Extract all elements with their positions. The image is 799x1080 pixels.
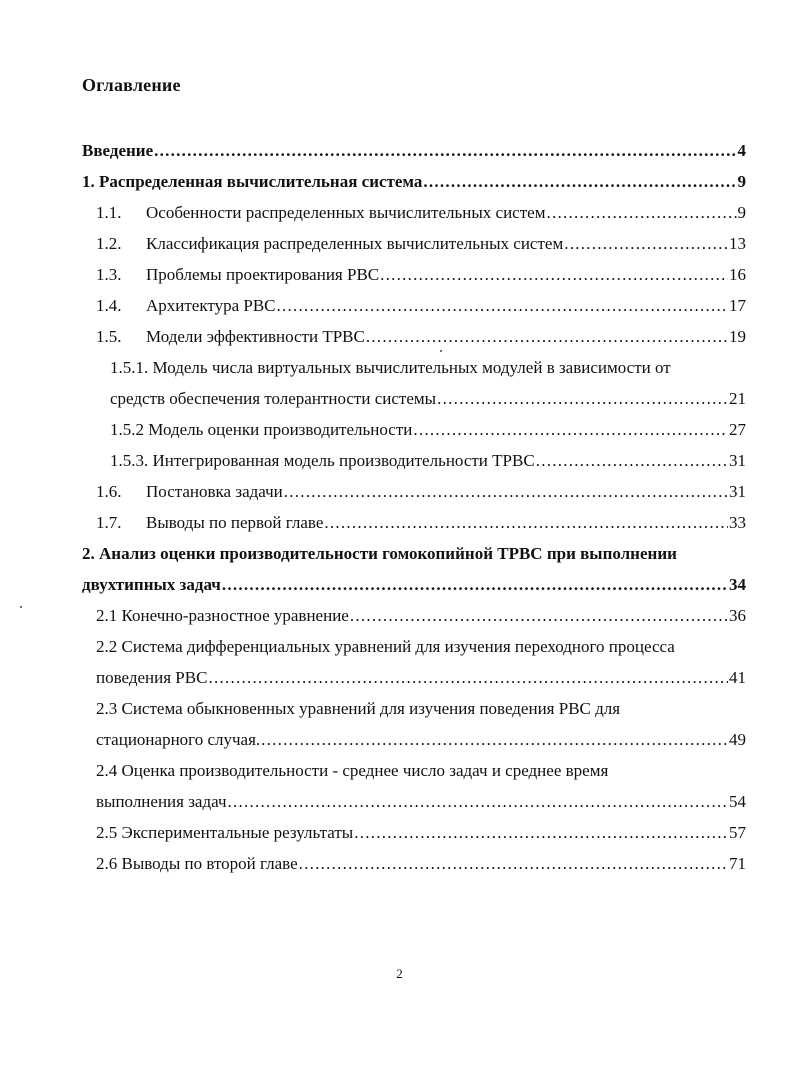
toc-entry-text: средств обеспечения толерантности системы (110, 389, 437, 408)
toc-entry-page: 19 (729, 327, 746, 346)
toc-entry-page: 9 (737, 203, 746, 222)
dot-leader (423, 171, 736, 193)
toc-entry-text: 1.5.3. Интегрированная модель производительности ТРВС (110, 451, 535, 470)
toc-entry-text: Проблемы проектирования РВС (146, 265, 380, 284)
dot-leader (324, 512, 728, 534)
toc-entry-first-line: 2.2 Система дифференциальных уравнений для изучения переходного процесса (96, 637, 675, 656)
toc-entry (110, 450, 746, 472)
dot-leader (437, 388, 728, 410)
dot-leader (299, 853, 728, 875)
toc-entry-text: двухтипных задач (82, 575, 221, 594)
toc-entry-chapter-2 (82, 574, 746, 596)
dot-leader (261, 729, 728, 751)
toc-entry (110, 388, 746, 410)
toc-entry-chapter-1 (82, 171, 746, 193)
toc-entry-page: 36 (729, 606, 746, 625)
toc-entry (96, 481, 746, 503)
toc-entry-text: 1. Распределенная вычислительная система (82, 172, 423, 191)
toc-entry-text: Выводы по первой главе (146, 513, 324, 532)
toc-entry-text: Классификация распределенных вычислительных систем (146, 234, 564, 253)
toc-entry-text: 1.5.2 Модель оценки производительности (110, 420, 413, 439)
toc-entry-page: 71 (729, 854, 746, 873)
toc-entry (96, 853, 746, 875)
toc-entry (96, 202, 746, 224)
dot-leader (277, 295, 728, 317)
toc-entry-first-line: 1.5.1. Модель числа виртуальных вычислительных модулей в зависимости от (110, 358, 671, 377)
toc-title: Оглавление (82, 75, 181, 95)
toc-entry (96, 605, 746, 627)
dot-leader (208, 667, 728, 689)
toc-entry (96, 512, 746, 534)
toc-entry-text: Постановка задачи (146, 482, 283, 501)
toc-entry-page: 57 (729, 823, 746, 842)
dot-leader (546, 202, 736, 224)
toc-entry-page: 17 (729, 296, 746, 315)
dot-leader (564, 233, 728, 255)
dot-leader (284, 481, 728, 503)
toc-entry-text: Особенности распределенных вычислительных систем (146, 203, 546, 222)
dot-leader (413, 419, 728, 441)
toc-entry-text: Модели эффективности ТРВС (146, 327, 365, 346)
toc-entry-text: стационарного случая. (96, 730, 261, 749)
toc-entry-text: Введение (82, 141, 154, 160)
toc-entry-text: поведения РВС (96, 668, 208, 687)
scan-speck (20, 606, 22, 608)
toc-entry-number: 1.7. (96, 513, 122, 532)
toc-entry-text: 2.5 Экспериментальные результаты (96, 823, 354, 842)
toc-entry-number: 1.4. (96, 296, 122, 315)
toc-entry-text: выполнения задач (96, 792, 227, 811)
toc-entry (96, 729, 746, 751)
toc-entry-chapter-2-first-line: 2. Анализ оценки производительности гомокопийной ТРВС при выполнении (82, 544, 677, 563)
toc-entry-page: 33 (729, 513, 746, 532)
toc-entry (96, 295, 746, 317)
toc-entry (96, 326, 746, 348)
toc-entry (96, 233, 746, 255)
toc-entry-number: 1.3. (96, 265, 122, 284)
toc-entry-number: 1.5. (96, 327, 122, 346)
dot-leader (350, 605, 728, 627)
toc-entry-page: 21 (729, 389, 746, 408)
dot-leader (380, 264, 728, 286)
toc-entry-text: 2.6 Выводы по второй главе (96, 854, 298, 873)
toc-entry-page: 27 (729, 420, 746, 439)
toc-entry-text: Архитектура РВС (146, 296, 276, 315)
toc-entry-page: 54 (729, 792, 746, 811)
toc-entry-page: 31 (729, 482, 746, 501)
toc-entry-page: 13 (729, 234, 746, 253)
toc-entry (96, 264, 746, 286)
dot-leader (228, 791, 728, 813)
scan-speck (440, 350, 442, 352)
toc-entry-first-line: 2.3 Система обыкновенных уравнений для изучения поведения РВС для (96, 699, 621, 718)
toc-entry-first-line: 2.4 Оценка производительности - среднее число задач и среднее время (96, 761, 609, 780)
toc-entry (96, 822, 746, 844)
dot-leader (366, 326, 728, 348)
toc-entry (96, 667, 746, 689)
page-number: 2 (396, 966, 403, 981)
dot-leader (354, 822, 728, 844)
toc-entry-page: 31 (729, 451, 746, 470)
toc-entry-page: 16 (729, 265, 746, 284)
toc-entry-page: 4 (737, 141, 746, 160)
toc-entry-text: 2.1 Конечно-разностное уравнение (96, 606, 349, 625)
dot-leader (222, 574, 728, 596)
dot-leader (154, 140, 736, 162)
toc-entry-introduction (82, 140, 746, 162)
toc-entry-page: 34 (729, 575, 746, 594)
dot-leader (536, 450, 728, 472)
toc-entry (110, 419, 746, 441)
toc-entry-page: 49 (729, 730, 746, 749)
toc-entry-page: 9 (737, 172, 746, 191)
toc-entry-number: 1.2. (96, 234, 122, 253)
toc-entry-number: 1.1. (96, 203, 122, 222)
toc-entry-number: 1.6. (96, 482, 122, 501)
toc-entry-page: 41 (729, 668, 746, 687)
toc-entry (96, 791, 746, 813)
